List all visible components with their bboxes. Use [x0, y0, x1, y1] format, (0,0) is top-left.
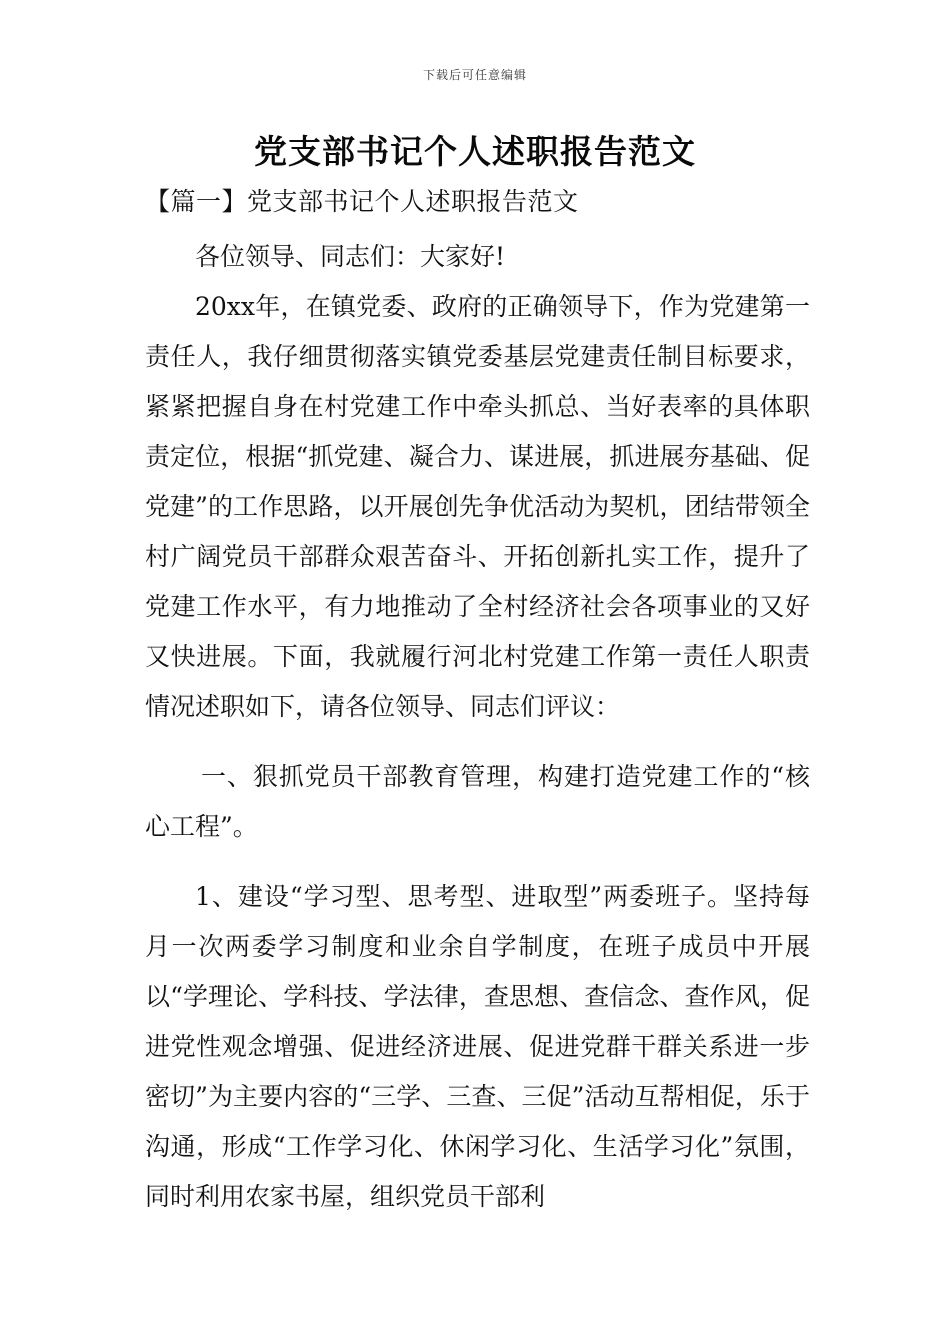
intro-paragraph: 20xx年，在镇党委、政府的正确领导下，作为党建第一责任人，我仔细贯彻落实镇党委基层党建责任制目标要求，紧紧把握自身在村党建工作中牵头抓总、当好表率的具体职责定位，根据“抓党建、凝合力、谋进展，抓进展夯基础、促党建”的工作思路，以开展创先争优活动为契机，团结带领全村广阔党员干部群众艰苦奋斗、开拓创新扎实工作，提升了党建工作水平，有力地推动了全村经济社会各项事业的又好又快进展。下面，我就履行河北村党建工作第一责任人职责情况述职如下，请各位领导、同志们评议： [145, 292, 810, 721]
section-heading: 【篇一】党支部书记个人述职报告范文 [145, 187, 579, 216]
section-one-heading: 一、狠抓党员干部教育管理，构建打造党建工作的“核心工程”。 [145, 762, 810, 841]
document-title: 党支部书记个人述职报告范文 [254, 132, 696, 171]
greeting-paragraph: 各位领导、同志们：大家好! [195, 242, 506, 271]
header-note: 下载后可任意编辑 [422, 68, 527, 82]
item-one-paragraph: 1、建设“学习型、思考型、进取型”两委班子。坚持每月一次两委学习制度和业余自学制度，在班子成员中开展以“学理论、学科技、学法律，查思想、查信念、查作风，促进党性观念增强、促进经济进展、促进党群干群关系进一步密切”为主要内容的“三学、三查、三促”活动互帮相促，乐于沟通，形成“工作学习化、休闲学习化、生活学习化”氛围，同时利用农家书屋，组织党员干部利 [145, 882, 810, 1211]
document-body [145, 232, 810, 1222]
